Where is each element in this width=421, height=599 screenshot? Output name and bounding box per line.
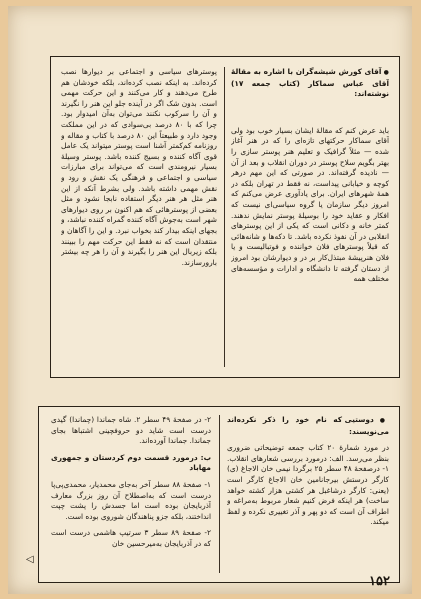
bottom-right-column — [227, 415, 389, 575]
letter-body: باید عرض کنم که مقالهٔ ایشان بسیار خوب بود ولی آقای سماکار حرکتهای تازه‌ای را که در هنر آغاز شده — مثلاً گرافیک و تعلیم هنر پوستر سازی را بهتر بگویم سلاح پوستر در دوران انقلاب و بعد از آن — نادیده گرفته‌اند. در صورتی که این مهم درهر کوچه و خیابانی پیداست، نه فقط در تهران بلکه در همهٔ شهرهای ایران. برای یادآوری عرض می‌کنم که امروز دیگر سازمان یا گروه سیاسی‌ای نیست که افکار و عقاید خود را بوسیلهٔ پوستر نمایش ندهند. کمتر خانه و دکانی است که یکی از این پوسترهای انقلابی در آن نفوذ نکرده باشد. تا دکه‌ها و شانه‌هائی که قبلاً پوسترهای فلان خواننده و فوتبالیست و یا فلان هنرپیشهٔ مبتذل‌کار بر در و دیوارشان بود امروز از دستان گرفته تا دانشگاه و ادارات و مؤسسه‌های مختلف همه — [231, 125, 389, 284]
correction-item: ۱- صفحهٔ ۸۸ سطر آخر به‌جای محمدیار، محمدی‌پی‌پا درست است که به‌اصطلاح آن روز بزرگ معارف آذربایجان بوده است اما جسدش را پشت چپت انداختند، بلکه جزو پناهندگان شوروی بوده است. — [51, 479, 211, 521]
column-divider — [224, 67, 225, 367]
letters-box-top — [50, 56, 400, 378]
letter-heading: ● دوستیی که نام خود را ذکر نکرده‌اند می‌نویسند: — [227, 415, 389, 437]
top-right-column — [231, 67, 389, 369]
magazine-page — [8, 6, 412, 594]
letter-body: در مورد شمارهٔ ۲۰ کتاب جمعه توضیحاتی ضروری بنظر می‌رسد. الف: درمورد بررسی شعارهای انقلاب. ۱- درصفحهٔ ۴۸ سطر ۲۵ برگردا نیمی خان الاجاغ (ی) کارگر درستش بیرجانامین خان الاجاغ کارگر است (یعنی: کارگر درشاغبل هر کشتی هزار کشته خواهد ساخت) هر اینکه فرض کنیم شعار مربوط به‌مراغه و اطراف آن است که دو پهر و آذر تغییری نکرده و لفظ میکند. — [227, 443, 389, 527]
letters-box-bottom — [38, 406, 400, 583]
letter-heading: ● آقای کورش شیشه‌گران با اشاره به مقالهٔ آقای عباس سماکار (کتاب جمعه ۱۷) نوشته‌اند: — [231, 67, 389, 100]
correction-item: ۲- در صفحهٔ ۴۹ سطر ۲. شاه جماندا (چماندا) گیدی درست است شاید دو حروفچینی اشتباها بجای جماندا. جماندا آورده‌اند. — [51, 415, 211, 446]
correction-item: ۲- صفحهٔ ۸۹ سطر ۳ سرتیپ هاشمی درست است که در آذربایجان به‌میرحسین خان — [51, 528, 211, 548]
column-divider — [219, 415, 220, 573]
top-left-column — [61, 67, 217, 369]
bottom-left-column — [51, 415, 211, 575]
triangle-marker-icon: ◁ — [26, 554, 34, 565]
page-number: ۱۵۲ — [369, 574, 390, 589]
correction-subheading: ب: درمورد قسمت دوم کردستان و جمهوری مهاباد — [51, 452, 211, 473]
letter-body-continued: پوسترهای سیاسی و اجتماعی بر دیوارها نصب کرده‌اند. به اینکه نصب کرده‌اند، بلکه خودشان هم طرح می‌دهند و کار می‌کنند و این حرکت مهمی است. بدون شک اگر در آینده جلو این هنر را نگیرند و آن را سرکوب نکنند می‌توان به‌آن امیدوار بود. چرا که با ۸۰ درصد بی‌سوادی که در این مملکت وجود دارد و طبیعتاً این ۸۰ درصد با کتاب و مقاله و روزنامه کم‌کمتر آشنا است پوستر میتواند یک عامل قوی آگاه کننده و بسیج کننده باشد. پوستر وسیلهٔ بسیار نیرومندی است که می‌تواند برای مبارزات سیاسی و اجتماعی و فرهنگی یک نقش و رود و نقش مهمی داشته باشد. ولی بشرط آنکه از این هنر مثل هر هنر دیگر استفاده نابجا نشود و مثل بعضی از پوسترهائی که هم اکنون بر روی دیوارهای شهر است به‌جوش آگاه کننده گمراه کننده نباشد، و بجهای اینکه بیدار کند بخواب نبرد. و این را آگاهان و منتقدان است که نه فقط این حرکت مهم را ببینند بلکه زیربال این هنر را بگیرند و آن را هر چه بیشتر بارورسازند. — [61, 67, 217, 267]
